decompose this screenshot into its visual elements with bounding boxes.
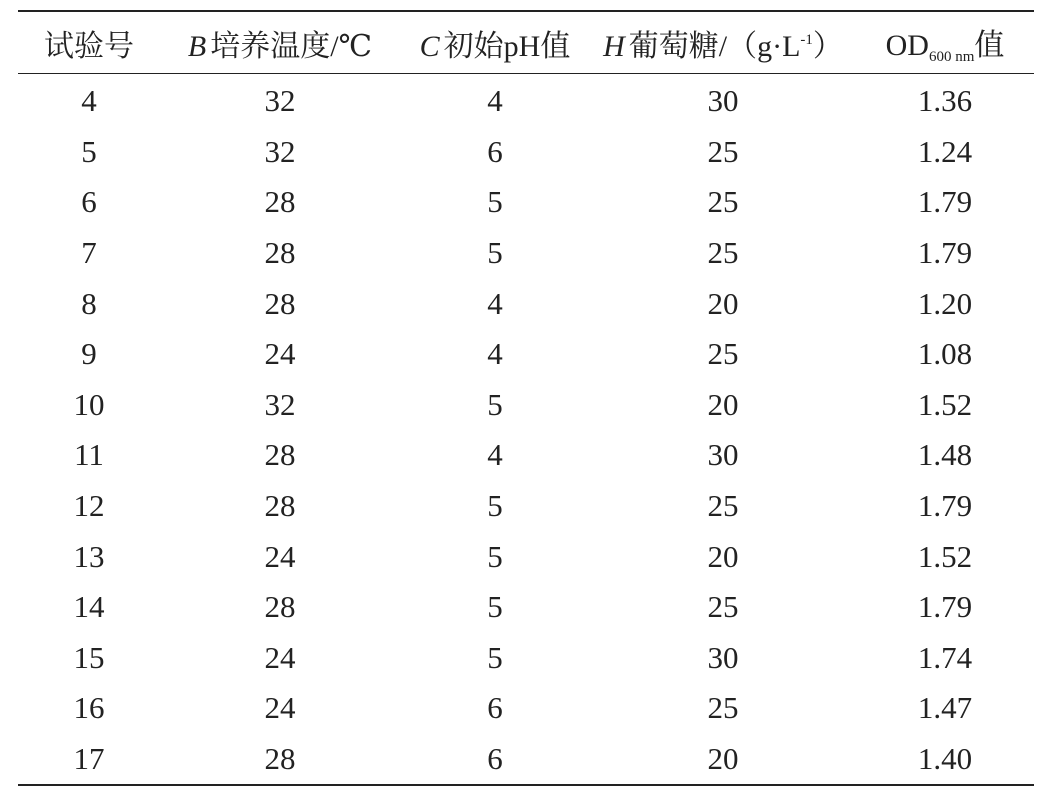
cell-od-value: 1.79 — [917, 488, 973, 524]
header-temperature-label: 培养温度/℃ — [210, 29, 373, 63]
table-header — [18, 11, 1034, 74]
table-row — [18, 74, 1034, 127]
cell-temperature: 28 — [264, 437, 296, 473]
cell-od-value: 1.24 — [917, 133, 973, 169]
table-row — [18, 228, 1034, 279]
cell-temperature: 24 — [264, 336, 296, 372]
cell-glucose: 20 — [707, 285, 739, 321]
cell-trial-number: 7 — [81, 235, 97, 271]
table-body — [18, 74, 1034, 786]
cell-initial-ph: 5 — [487, 538, 503, 574]
cell-od-value: 1.79 — [917, 589, 973, 625]
table-row — [18, 633, 1034, 684]
cell-initial-ph: 4 — [487, 83, 503, 119]
cell-initial-ph: 6 — [487, 133, 503, 169]
cell-temperature: 32 — [264, 133, 296, 169]
cell-glucose: 25 — [707, 336, 739, 372]
cell-trial-number: 16 — [73, 690, 105, 726]
cell-temperature: 28 — [264, 741, 296, 777]
header-row — [18, 11, 1034, 74]
cell-glucose: 30 — [707, 83, 739, 119]
table-row — [18, 380, 1034, 431]
cell-temperature: 24 — [264, 690, 296, 726]
cell-initial-ph: 5 — [487, 235, 503, 271]
header-culture-temperature — [160, 11, 400, 74]
cell-od-value: 1.08 — [917, 336, 973, 372]
cell-temperature: 24 — [264, 639, 296, 675]
cell-od-value: 1.48 — [917, 437, 973, 473]
cell-od-value: 1.40 — [917, 741, 973, 777]
cell-glucose: 25 — [707, 690, 739, 726]
cell-od-value: 1.36 — [917, 83, 973, 119]
cell-temperature: 28 — [264, 184, 296, 220]
table-row — [18, 430, 1034, 481]
cell-trial-number: 17 — [73, 741, 105, 777]
header-temperature-variable: B — [187, 29, 207, 63]
cell-temperature: 28 — [264, 589, 296, 625]
cell-glucose: 25 — [707, 133, 739, 169]
cell-od-value: 1.79 — [917, 184, 973, 220]
cell-trial-number: 5 — [81, 133, 97, 169]
cell-od-value: 1.74 — [917, 639, 973, 675]
cell-temperature: 32 — [264, 386, 296, 422]
cell-glucose: 30 — [707, 437, 739, 473]
cell-temperature: 24 — [264, 538, 296, 574]
cell-trial-number: 10 — [73, 386, 105, 422]
cell-trial-number: 8 — [81, 285, 97, 321]
cell-glucose: 20 — [707, 538, 739, 574]
cell-trial-number: 12 — [73, 488, 105, 524]
table-row — [18, 683, 1034, 734]
table-row — [18, 531, 1034, 582]
header-glucose-variable: H — [603, 29, 625, 63]
cell-temperature: 28 — [264, 488, 296, 524]
cell-temperature: 28 — [264, 285, 296, 321]
cell-trial-number: 15 — [73, 639, 105, 675]
cell-initial-ph: 6 — [487, 741, 503, 777]
cell-initial-ph: 6 — [487, 690, 503, 726]
cell-od-value: 1.79 — [917, 235, 973, 271]
table-row — [18, 127, 1034, 178]
cell-od-value: 1.52 — [917, 386, 973, 422]
table-row — [18, 278, 1034, 329]
cell-initial-ph: 4 — [487, 285, 503, 321]
cell-trial-number: 13 — [73, 538, 105, 574]
cell-od-value: 1.20 — [917, 285, 973, 321]
table-row — [18, 481, 1034, 532]
cell-glucose: 20 — [707, 741, 739, 777]
cell-initial-ph: 5 — [487, 639, 503, 675]
cell-glucose: 20 — [707, 386, 739, 422]
cell-glucose: 25 — [707, 589, 739, 625]
cell-trial-number: 11 — [74, 437, 104, 473]
cell-od-value: 1.47 — [917, 690, 973, 726]
header-glucose-close: ） — [812, 29, 843, 63]
header-initial-ph — [400, 11, 590, 74]
cell-initial-ph: 5 — [487, 386, 503, 422]
header-od-suffix: 值 — [974, 28, 1005, 62]
cell-initial-ph: 4 — [487, 336, 503, 372]
header-od-value — [856, 11, 1034, 74]
header-glucose — [590, 11, 856, 74]
header-trial-number — [18, 11, 160, 74]
cell-trial-number: 9 — [81, 336, 97, 372]
header-glucose-label: 葡萄糖/（g·L — [628, 29, 801, 63]
table-row — [18, 329, 1034, 380]
header-ph-label: 初始pH值 — [443, 29, 571, 63]
cell-initial-ph: 4 — [487, 437, 503, 473]
header-ph-variable: C — [419, 29, 440, 63]
header-glucose-superscript: -1 — [800, 31, 813, 48]
header-od-main: OD — [885, 28, 929, 62]
cell-trial-number: 4 — [81, 83, 97, 119]
header-od-subscript: 600 nm — [928, 48, 975, 65]
cell-initial-ph: 5 — [487, 184, 503, 220]
cell-trial-number: 14 — [73, 589, 105, 625]
cell-initial-ph: 5 — [487, 589, 503, 625]
table-row — [18, 734, 1034, 786]
data-table-container — [18, 10, 1034, 786]
cell-initial-ph: 5 — [487, 488, 503, 524]
cell-temperature: 32 — [264, 83, 296, 119]
cell-glucose: 25 — [707, 488, 739, 524]
experiment-table — [18, 10, 1034, 786]
header-trial-label: 试验号 — [44, 29, 134, 63]
cell-temperature: 28 — [264, 235, 296, 271]
cell-glucose: 30 — [707, 639, 739, 675]
table-row — [18, 582, 1034, 633]
cell-od-value: 1.52 — [917, 538, 973, 574]
cell-glucose: 25 — [707, 235, 739, 271]
table-row — [18, 177, 1034, 228]
cell-trial-number: 6 — [81, 184, 97, 220]
cell-glucose: 25 — [707, 184, 739, 220]
